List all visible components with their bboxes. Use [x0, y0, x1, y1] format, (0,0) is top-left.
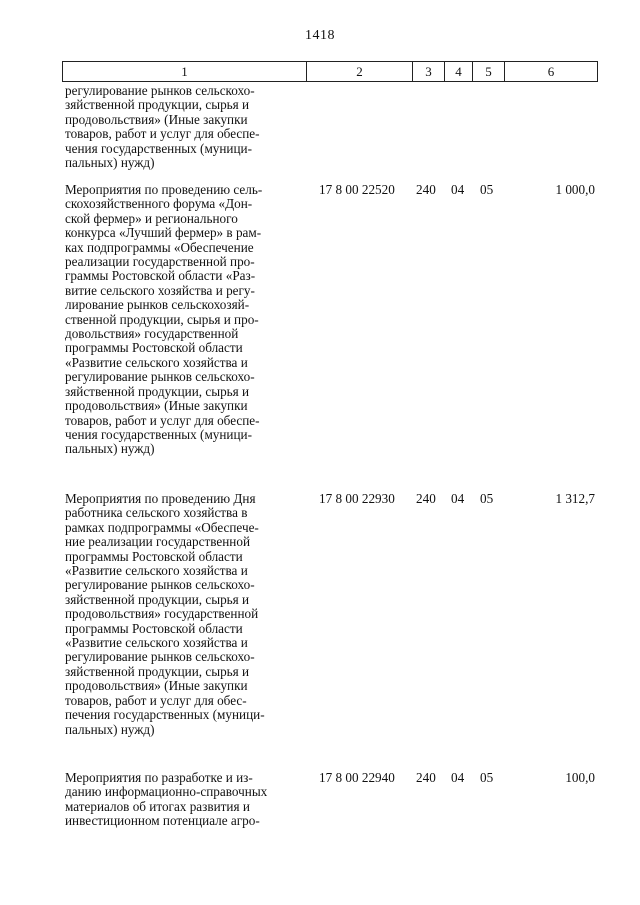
header-col-5: 5 [472, 62, 504, 81]
text-line: зяйственной продукции, сырья и [65, 383, 250, 399]
text-line: довольствия» государственной [65, 326, 239, 342]
text-line: регулирование рынков сельскохо- [65, 649, 255, 665]
text-line: работника сельского хозяйства в [65, 505, 248, 521]
text-line: «Развитие сельского хозяйства и [65, 354, 248, 370]
text-line: регулирование рынков сельскохо- [65, 369, 255, 385]
text-line: пальных) нужд) [65, 441, 155, 457]
text-line: конкурса «Лучший фермер» в рам- [65, 225, 262, 241]
row-3-description [65, 771, 299, 829]
text-line: пальных) нужд) [65, 155, 155, 171]
table-header [62, 61, 598, 82]
text-line: товаров, работ и услуг для обеспе- [65, 126, 260, 142]
text-line: товаров, работ и услуг для обеспе- [65, 412, 260, 428]
text-line: граммы Ростовской области «Раз- [65, 268, 256, 284]
text-line: чения государственных (муници- [65, 140, 253, 156]
text-line: товаров, работ и услуг для обес- [65, 692, 247, 708]
row-2-subsection: 05 [480, 491, 494, 506]
row-3-type: 240 [416, 770, 436, 785]
text-line: зяйственной продукции, сырья и [65, 97, 250, 113]
text-line: ние реализации государственной [65, 534, 250, 550]
text-line: программы Ростовской области [65, 340, 243, 356]
text-line: данию информационно-справочных [65, 784, 268, 800]
text-line: регулирование рынков сельскохо- [65, 577, 255, 593]
row-1-amount: 1 000,0 [555, 182, 595, 197]
row-1-type: 240 [416, 182, 436, 197]
header-col-2: 2 [306, 62, 412, 81]
row-1-section: 04 [451, 182, 465, 197]
text-line: реализации государственной про- [65, 254, 255, 270]
text-line: Мероприятия по проведению Дня [65, 491, 256, 506]
text-line: продовольствия» государственной [65, 606, 259, 622]
header-col-6: 6 [504, 62, 597, 81]
text-line: продовольствия» (Иные закупки [65, 111, 248, 127]
text-line: зяйственной продукции, сырья и [65, 663, 250, 679]
row-3-code: 17 8 00 22940 [319, 770, 395, 785]
text-line: регулирование рынков сельскохо- [65, 83, 255, 98]
text-line: Мероприятия по разработке и из- [65, 770, 253, 785]
row-1-code: 17 8 00 22520 [319, 182, 395, 197]
header-col-4: 4 [444, 62, 472, 81]
row-1-subsection: 05 [480, 182, 494, 197]
text-line: ках подпрограммы «Обеспечение [65, 239, 254, 255]
continued-description [65, 84, 299, 170]
text-line: продовольствия» (Иные закупки [65, 678, 248, 694]
text-line: скохозяйственного форума «Дон- [65, 196, 253, 212]
text-line: ской фермер» и регионального [65, 210, 238, 226]
text-line: «Развитие сельского хозяйства и [65, 563, 248, 579]
text-line: витие сельского хозяйства и регу- [65, 282, 255, 298]
text-line: программы Ростовской области [65, 620, 243, 636]
row-3-amount: 100,0 [565, 770, 595, 785]
row-2-section: 04 [451, 491, 465, 506]
row-3-section: 04 [451, 770, 465, 785]
text-line: продовольствия» (Иные закупки [65, 398, 248, 414]
text-line: Мероприятия по проведению сель- [65, 182, 263, 197]
text-line: печения государственных (муници- [65, 707, 265, 723]
text-line: материалов об итогах развития и [65, 798, 250, 814]
text-line: пальных) нужд) [65, 721, 155, 737]
text-line: ственной продукции, сырья и про- [65, 311, 259, 327]
row-1-description [65, 183, 299, 457]
header-col-3: 3 [412, 62, 444, 81]
row-2-code: 17 8 00 22930 [319, 491, 395, 506]
row-2-type: 240 [416, 491, 436, 506]
page-number: 1418 [305, 28, 335, 43]
header-col-1: 1 [181, 64, 188, 79]
text-line: лирование рынков сельскохозяй- [65, 297, 250, 313]
text-line: программы Ростовской области [65, 548, 243, 564]
text-line: зяйственной продукции, сырья и [65, 591, 250, 607]
row-2-amount: 1 312,7 [555, 491, 595, 506]
row-3-subsection: 05 [480, 770, 494, 785]
text-line: «Развитие сельского хозяйства и [65, 635, 248, 651]
row-2-description [65, 492, 299, 737]
text-line: инвестиционном потенциале агро- [65, 813, 260, 829]
text-line: рамках подпрограммы «Обеспече- [65, 519, 259, 535]
text-line: чения государственных (муници- [65, 426, 253, 442]
